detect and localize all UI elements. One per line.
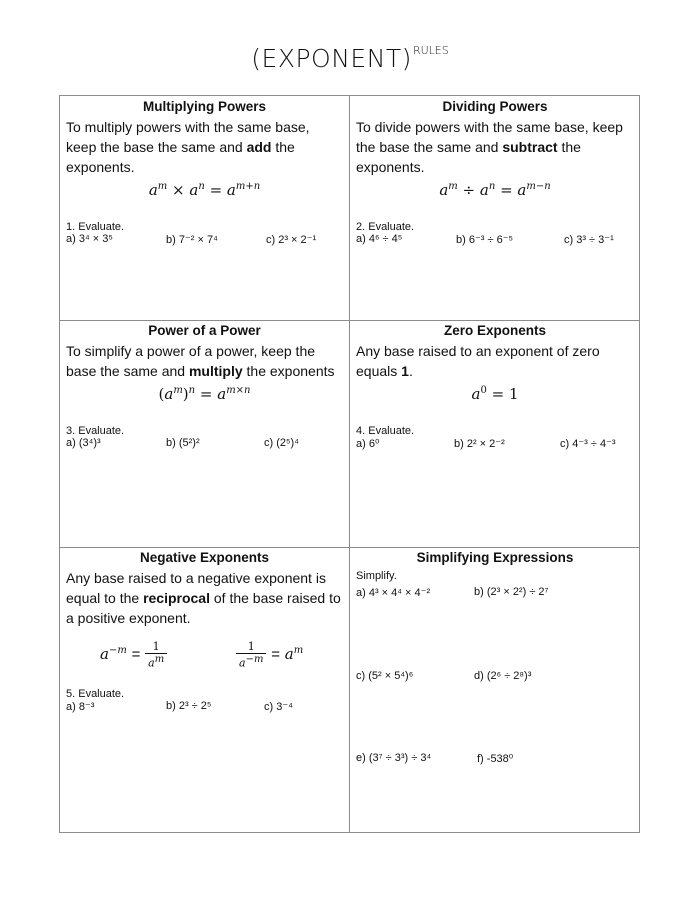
exercise-item: c) 2³ × 2⁻¹	[266, 234, 317, 246]
exercise-item: b) 2² × 2⁻²	[454, 438, 505, 450]
cell-power-of-a-power	[60, 322, 349, 546]
exercise-item: c) 3³ ÷ 3⁻¹	[564, 234, 614, 246]
exercise-item: b) (2³ × 2²) ÷ 2⁷	[474, 586, 549, 598]
section-heading: Dividing Powers	[442, 99, 548, 114]
rule-formula: $a^0 = 1$	[471, 385, 519, 403]
exercise-item: a) 6⁰	[356, 438, 380, 450]
section-description: Any base raised to an exponent of zero equals 1.	[356, 343, 600, 379]
cell-zero-exponents	[350, 322, 640, 546]
exercise-label: 5. Evaluate.	[66, 688, 125, 700]
exercise-item: b) (5²)²	[166, 437, 200, 449]
section-description: To divide powers with the same base, keep the base the same and subtract the exponents.	[356, 119, 623, 175]
exercise-label: 3. Evaluate.	[66, 425, 125, 437]
exercise-row	[66, 700, 343, 718]
exercise-item: a) 4³ × 4⁴ × 4⁻²	[356, 587, 431, 599]
grid-divider-row1	[60, 320, 639, 321]
exercise-item: c) 3⁻⁴	[264, 701, 293, 713]
section-description: Any base raised to a negative exponent is equal to the reciprocal of the base raised to a positive exponent.	[66, 570, 341, 626]
rule-formula: $a^m \div a^n = a^{m-n}$	[439, 181, 551, 199]
cell-dividing-powers	[350, 98, 640, 320]
cell-multiplying-powers	[60, 98, 349, 320]
exercise-item: b) 6⁻³ ÷ 6⁻⁵	[456, 234, 514, 246]
exercise-item: a) 8⁻³	[66, 701, 95, 713]
exercise-item: b) 7⁻² × 7⁴	[166, 234, 218, 246]
section-heading: Multiplying Powers	[142, 99, 266, 114]
rules-grid	[59, 95, 640, 833]
section-heading: Simplifying Expressions	[416, 550, 574, 565]
rule-formula: $a^m \times a^n = a^{m+n}$	[148, 181, 261, 199]
exercise-label: 1. Evaluate.	[66, 221, 125, 233]
exercise-item: e) (3⁷ ÷ 3³) ÷ 3⁴	[356, 752, 432, 764]
exercise-row	[356, 233, 634, 251]
exercise-item: b) 2³ ÷ 2⁵	[166, 700, 212, 712]
cell-negative-exponents	[60, 549, 349, 832]
rule-formula: $a^{-m}$ = $\frac{1}{a^m}$ $\frac{1}{a^{-m}}$ = $a^m$	[100, 640, 304, 670]
exercise-item: d) (2⁶ ÷ 2⁸)³	[474, 670, 532, 682]
section-heading: Zero Exponents	[443, 323, 546, 338]
exercise-item: a) 4⁶ ÷ 4⁵	[356, 233, 403, 245]
section-description: To multiply powers with the same base, keep the base the same and add the exponents.	[66, 119, 310, 175]
section-heading: Power of a Power	[148, 323, 261, 338]
page-title: (EXPONENT)$^{RULES}$	[251, 44, 449, 73]
exercise-label: Simplify.	[356, 570, 397, 582]
exercise-item: c) 4⁻³ ÷ 4⁻³	[560, 438, 616, 450]
rule-formula: $(a^m)^n = a^{m\times n}$	[158, 385, 251, 403]
exercise-item: a) 3⁴ × 3⁵	[66, 233, 113, 245]
exercise-item: f) -538⁰	[477, 753, 514, 765]
cell-simplifying-expressions	[350, 549, 640, 832]
exercise-label: 4. Evaluate.	[356, 425, 415, 437]
section-description: To simplify a power of a power, keep the base the same and multiply the exponents	[66, 343, 335, 379]
exercise-row	[356, 437, 634, 455]
exercise-label: 2. Evaluate.	[356, 221, 415, 233]
exercise-item: c) (5² × 5⁴)⁶	[356, 670, 414, 682]
exercise-item: c) (2⁵)⁴	[264, 437, 299, 449]
exercise-item: a) (3⁴)³	[66, 437, 101, 449]
exercise-row	[66, 233, 343, 251]
exercise-row	[66, 437, 343, 455]
section-heading: Negative Exponents	[139, 550, 270, 565]
grid-divider-row2	[60, 547, 639, 548]
